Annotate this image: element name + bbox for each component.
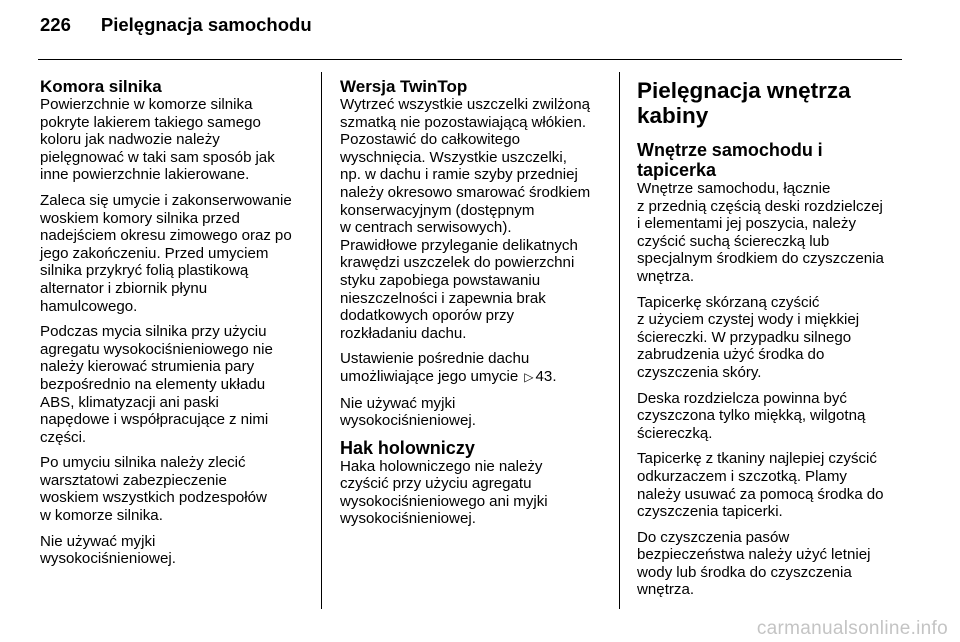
- column-twintop: [340, 78, 610, 536]
- paragraph-with-reference: [340, 350, 610, 386]
- page-title: Pielęgnacja samochodu: [100, 14, 312, 35]
- header-divider: [38, 59, 902, 60]
- paragraph: Nie używać myjki wysokociśnieniowej.: [40, 532, 176, 568]
- column-engine-bay: [40, 78, 316, 576]
- paragraph: Wnętrze samochodu, łącznie z przednią częścią deski rozdzielczej i elementami jej poszycia, należy czyścić suchą ściereczką lub specjalnym środkiem do czyszczenia wnętrza.: [637, 180, 884, 285]
- section-heading-twintop: Wersja TwinTop: [340, 77, 468, 96]
- paragraph: Wytrzeć wszystkie uszczelki zwilżoną szmatką nie pozostawiającą włókien. Pozostawić do całkowitego wyschnięcia. Wszystkie uszczelki, np. w dachu i ramie szyby przedniej należy okresowo smarować środkiem konserwacyjnym (dostępnym w centrach serwisowych). Prawidłowe przyleganie delikatnych krawędzi uszczelek do powierzchni styku zapobiega powstawaniu nieszczelności i zapewnia brak dodatkowych oporów przy rozkładaniu dachu.: [340, 96, 591, 342]
- paragraph: Haka holowniczego nie należy czyścić przy użyciu agregatu wysokociśnieniowego ani myjki wysokociśnieniowej.: [340, 457, 548, 528]
- column-interior-care: [637, 78, 905, 607]
- page-reference[interactable]: 43.: [535, 367, 557, 385]
- paragraph: Nie używać myjki wysokociśnieniowej.: [340, 394, 476, 430]
- column-divider-1: [321, 72, 322, 609]
- paragraph: Po umyciu silnika należy zlecić warsztatowi zabezpieczenie woskiem wszystkich podzespołów w komorze silnika.: [40, 454, 267, 525]
- paragraph: Zaleca się umycie i zakonserwowanie woskiem komory silnika przed nadejściem okresu zimowego oraz po jego zakończeniu. Przed umyciem silnika przykryć folią plastikową alternator i zbiornik płynu hamulcowego.: [40, 191, 292, 315]
- watermark: carmanualsonline.info: [756, 618, 948, 639]
- section-heading-towbar: Hak holowniczy: [340, 437, 475, 458]
- page-reference-arrow-icon: ▷: [524, 369, 534, 384]
- page-number: 226: [40, 14, 71, 35]
- paragraph: Do czyszczenia pasów bezpieczeństwa należy użyć letniej wody lub środka do czyszczenia wnętrza.: [637, 528, 871, 599]
- paragraph: Powierzchnie w komorze silnika pokryte lakierem takiego samego koloru jak nadwozie należy pielęgnować w taki sam sposób jak inne powierzchnie lakierowane.: [40, 96, 275, 184]
- paragraph: Deska rozdzielcza powinna być czyszczona tylko miękką, wilgotną ściereczką.: [637, 389, 866, 442]
- page-header: [40, 14, 312, 46]
- paragraph: Tapicerkę skórzaną czyścić z użyciem czystej wody i miękkiej ściereczki. W przypadku silnego zabrudzenia użyć środka do czyszczenia skóry.: [637, 293, 860, 381]
- section-heading-interior-care: Pielęgnacja wnętrza kabiny: [637, 78, 851, 128]
- paragraph: Podczas mycia silnika przy użyciu agregatu wysokociśnieniowego nie należy kierować strumienia pary bezpośrednio na elementy układu ABS, klimatyzacji ani paski napędowe i współpracujące z nimi części.: [40, 323, 273, 446]
- section-heading-engine-bay: Komora silnika: [40, 77, 162, 96]
- paragraph-text: Ustawienie pośrednie dachu umożliwiające jego umycie: [340, 350, 530, 385]
- paragraph: Tapicerkę z tkaniny najlepiej czyścić odkurzaczem i szczotką. Plamy należy usuwać za pomocą środka do czyszczenia tapicerki.: [637, 450, 884, 521]
- column-divider-2: [619, 72, 620, 609]
- subsection-heading-interior-upholstery: Wnętrze samochodu i tapicerka: [637, 140, 823, 180]
